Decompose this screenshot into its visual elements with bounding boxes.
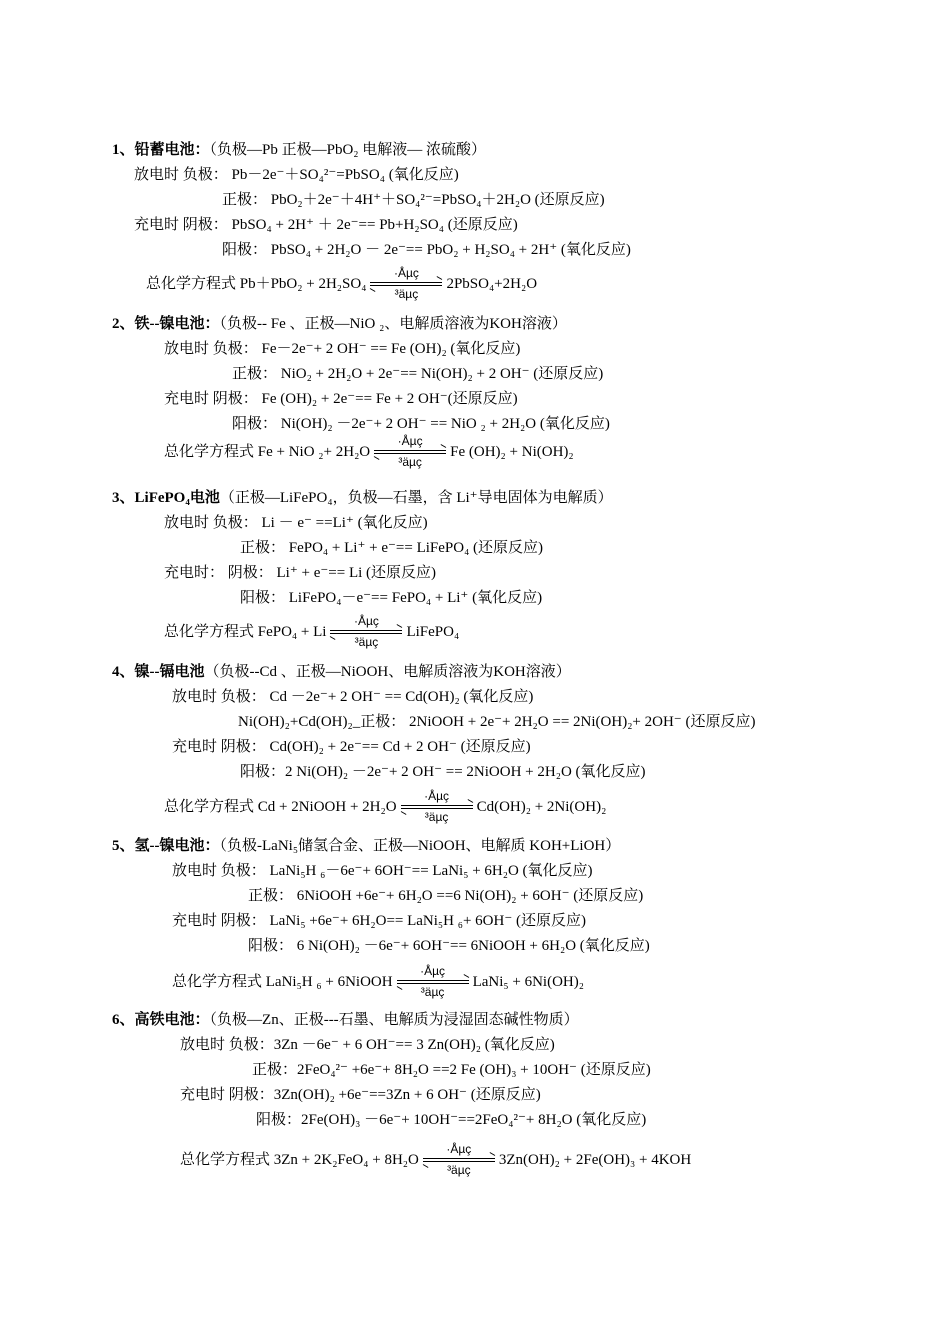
s1-discharge-positive: 正极： PbO₂＋2e⁻＋4H⁺＋SO₄²⁻=PbSO₄＋2H₂O (还原反应)	[222, 192, 605, 208]
reversible-arrow-icon	[401, 789, 473, 824]
equation-left: 总化学方程式 3Zn + 2K₂FeO₄ + 8H₂O	[180, 1152, 419, 1168]
section-1-title	[112, 140, 486, 160]
s4-charge-anode: 阳极：2 Ni(OH)₂ －2e⁻+ 2 OH⁻ == 2NiOOH + 2H₂O (氧化反应)	[240, 764, 646, 780]
reversible-arrow-icon	[330, 614, 402, 649]
s6-total-equation	[180, 1142, 692, 1177]
section-2-title	[112, 314, 567, 334]
battery-description: （负极-- Fe 、正极—NiO ₂、电解质溶液为KOH溶液）	[219, 316, 567, 332]
s6-discharge-positive: 正极：2FeO₄²⁻ +6e⁻+ 8H₂O ==2 Fe (OH)₃ + 10OH⁻ (还原反应)	[252, 1062, 651, 1078]
section-4-title	[112, 662, 571, 682]
s3-charge-cathode: 充电时： 阴极： Li⁺ + e⁻== Li (还原反应)	[164, 565, 437, 581]
s1-discharge-negative: 放电时 负极： Pb－2e⁻＋SO₄²⁻=PbSO₄ (氧化反应)	[134, 167, 459, 183]
battery-description: （负极—Zn、正极---石墨、电解质为浸湿固态碱性物质）	[209, 1012, 579, 1028]
section-6-title	[112, 1010, 579, 1030]
battery-name: 氢--镍电池：	[134, 838, 220, 854]
section-number: 5、	[112, 838, 135, 854]
s4-charge-cathode: 充电时 阴极： Cd(OH)₂ + 2e⁻== Cd + 2 OH⁻ (还原反应)	[172, 739, 531, 755]
s1-charge-cathode: 充电时 阴极： PbSO₄ + 2H⁺ ＋ 2e⁻== Pb+H₂SO₄ (还原反应)	[134, 217, 518, 233]
arrow-top-label: ·Åµç	[420, 964, 446, 978]
battery-description: （正极—LiFePO₄，负极—石墨，含 Li⁺导电固体为电解质）	[219, 490, 613, 506]
s2-total-equation	[164, 434, 574, 469]
section-number: 3、	[112, 490, 135, 506]
battery-description: （负极--Cd 、正极—NiOOH、电解质溶液为KOH溶液）	[204, 664, 571, 680]
section-number: 1、	[112, 142, 135, 158]
battery-name: LiFePO₄电池	[134, 490, 220, 506]
equation-left: 总化学方程式 Pb＋PbO₂ + 2H₂SO₄	[146, 276, 367, 292]
s2-discharge-positive: 正极： NiO₂ + 2H₂O + 2e⁻== Ni(OH)₂ + 2 OH⁻ (还原反应)	[232, 366, 604, 382]
equation-left: 总化学方程式 Cd + 2NiOOH + 2H₂O	[164, 799, 397, 815]
equation-right: LiFePO₄	[406, 624, 460, 640]
s6-charge-anode: 阳极：2Fe(OH)₃ －6e⁻+ 10OH⁻==2FeO₄²⁻+ 8H₂O (氧化反应)	[256, 1112, 647, 1128]
battery-name: 镍--镉电池	[134, 664, 205, 680]
section-number: 6、	[112, 1012, 135, 1028]
battery-name: 高铁电池：	[134, 1012, 210, 1028]
battery-name: 铁--镍电池：	[134, 316, 220, 332]
s6-charge-cathode: 充电时 阴极：3Zn(OH)₂ +6e⁻==3Zn + 6 OH⁻ (还原反应)	[180, 1087, 541, 1103]
section-number: 2、	[112, 316, 135, 332]
s4-total-equation	[164, 789, 607, 824]
s1-charge-anode: 阳极： PbSO₄ + 2H₂O － 2e⁻== PbO₂ + H₂SO₄ + 2H⁺ (氧化反应)	[222, 242, 631, 258]
arrow-bottom-label: ³äµç	[424, 810, 449, 824]
s3-discharge-positive: 正极： FePO₄ + Li⁺ + e⁻== LiFePO₄ (还原反应)	[240, 540, 544, 556]
s2-discharge-negative: 放电时 负极： Fe－2e⁻+ 2 OH⁻ == Fe (OH)₂ (氧化反应)	[164, 341, 521, 357]
equation-right: 2PbSO₄+2H₂O	[446, 276, 538, 292]
arrow-top-label: ·Åµç	[353, 614, 379, 628]
s5-charge-anode: 阳极： 6 Ni(OH)₂ －6e⁻+ 6OH⁻== 6NiOOH + 6H₂O (氧化反应)	[248, 938, 650, 954]
arrow-bottom-label: ³äµç	[398, 455, 422, 469]
s4-discharge-negative: 放电时 负极： Cd －2e⁻+ 2 OH⁻ == Cd(OH)₂ (氧化反应)	[172, 689, 534, 705]
s3-total-equation	[164, 614, 460, 649]
equation-right: Cd(OH)₂ + 2Ni(OH)₂	[476, 799, 607, 815]
arrow-top-label: ·Åµç	[424, 789, 450, 803]
s3-charge-anode: 阳极： LiFePO₄－e⁻== FePO₄ + Li⁺ (氧化反应)	[240, 590, 543, 606]
arrow-bottom-label: ³äµç	[447, 1163, 471, 1177]
equation-left: 总化学方程式 FePO₄ + Li	[164, 624, 327, 640]
section-number: 4、	[112, 664, 135, 680]
battery-name: 铅蓄电池：	[134, 142, 210, 158]
s6-discharge-negative: 放电时 负极：3Zn －6e⁻ + 6 OH⁻== 3 Zn(OH)₂ (氧化反应)	[180, 1037, 555, 1053]
equation-right: 3Zn(OH)₂ + 2Fe(OH)₃ + 4KOH	[498, 1152, 692, 1168]
s3-discharge-negative: 放电时 负极： Li － e⁻ ==Li⁺ (氧化反应)	[164, 515, 428, 531]
arrow-top-label: ·Åµç	[446, 1142, 472, 1156]
s2-charge-anode: 阳极： Ni(OH)₂ －2e⁻+ 2 OH⁻ == NiO ₂ + 2H₂O (氧化反应)	[232, 416, 610, 432]
equation-left: 总化学方程式 LaNi₅H ₆ + 6NiOOH	[172, 974, 393, 990]
reversible-arrow-icon	[370, 266, 442, 301]
arrow-bottom-label: ³äµç	[354, 635, 379, 649]
s2-charge-cathode: 充电时 阴极： Fe (OH)₂ + 2e⁻== Fe + 2 OH⁻(还原反应)	[164, 391, 518, 407]
equation-right: Fe (OH)₂ + Ni(OH)₂	[450, 444, 574, 460]
s5-charge-cathode: 充电时 阴极： LaNi₅ +6e⁻+ 6H₂O== LaNi₅H ₆+ 6OH⁻ (还原反应)	[172, 913, 587, 929]
s5-discharge-negative: 放电时 负极： LaNi₅H ₆－6e⁻+ 6OH⁻== LaNi₅ + 6H₂O (氧化反应)	[172, 863, 593, 879]
s1-total-equation	[146, 266, 538, 301]
section-3-title	[112, 488, 613, 508]
s4-discharge-positive: Ni(OH)₂+Cd(OH)₂_正极： 2NiOOH + 2e⁻+ 2H₂O == 2Ni(OH)₂+ 2OH⁻ (还原反应)	[238, 714, 756, 730]
battery-description: （负极-LaNi₅储氢合金、正极—NiOOH、电解质 KOH+LiOH）	[219, 838, 621, 854]
equation-right: LaNi₅ + 6Ni(OH)₂	[472, 974, 584, 990]
equation-left: 总化学方程式 Fe + NiO ₂+ 2H₂O	[164, 444, 371, 460]
reversible-arrow-icon	[423, 1142, 495, 1177]
arrow-bottom-label: ³äµç	[394, 287, 419, 301]
arrow-bottom-label: ³äµç	[420, 985, 445, 999]
battery-description: （负极—Pb 正极—PbO₂ 电解液— 浓硫酸）	[209, 142, 487, 158]
reversible-arrow-icon	[397, 964, 469, 999]
section-5-title	[112, 836, 620, 856]
s5-total-equation	[172, 964, 584, 999]
reversible-arrow-icon	[374, 434, 446, 469]
arrow-top-label: ·Åµç	[397, 434, 423, 448]
arrow-top-label: ·Åµç	[393, 266, 419, 280]
s5-discharge-positive: 正极： 6NiOOH +6e⁻+ 6H₂O ==6 Ni(OH)₂ + 6OH⁻ (还原反应)	[248, 888, 644, 904]
